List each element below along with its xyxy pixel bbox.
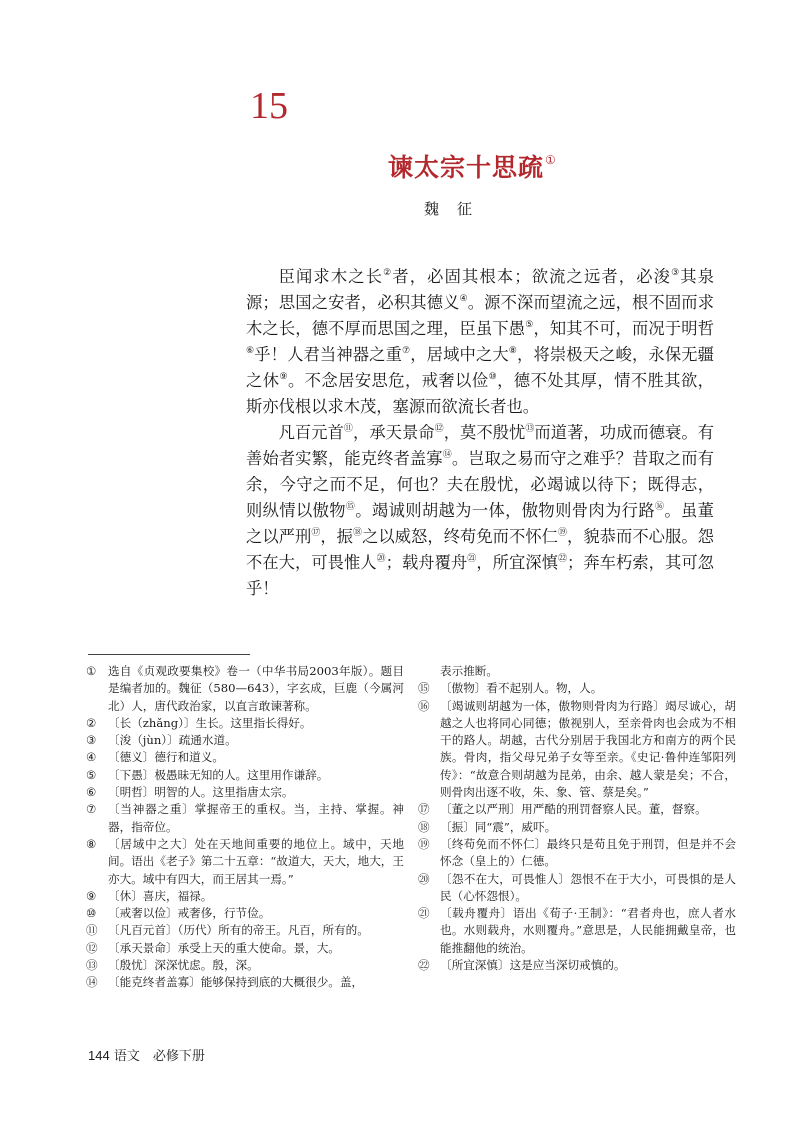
footnote-item: [86, 957, 404, 974]
footnote-item: [86, 732, 404, 749]
footnote-text: 〔明哲〕明智的人。这里指唐太宗。: [108, 785, 294, 800]
footnote-number: ㉒: [418, 958, 430, 973]
footnote-text: 〔戒奢以俭〕戒奢侈，行节俭。: [108, 906, 271, 921]
footnote-marker[interactable]: ⑤: [525, 320, 534, 330]
footnote-item: [418, 819, 736, 836]
footnote-item: [86, 663, 404, 715]
footnote-item: [86, 836, 404, 888]
footnote-text: 〔傲物〕看不起别人。物，人。: [440, 681, 603, 696]
essay-title: [388, 142, 557, 186]
text-run: 臣闻求木之长: [278, 267, 384, 286]
footnote-text: 选自《贞观政要集校》卷一（中华书局2003年版）。题目是编者加的。魏征（580—643），字玄成，巨鹿（今属河北）人，唐代政治家，以直言敢谏著称。: [108, 664, 404, 713]
text-run: 。不念居安思危，戒奢以俭: [287, 371, 489, 390]
book-name: 语文 必修下册: [113, 1049, 205, 1064]
footnote-number: ⑩: [86, 906, 97, 921]
text-run: ，莫不殷忧: [443, 423, 526, 442]
footnote-text: 〔殷忧〕深深忧虑。殷，深。: [108, 958, 259, 973]
footnote-text: 〔凡百元首〕（历代）所有的帝王。凡百，所有的。: [108, 923, 369, 938]
footnote-number: ⑬: [86, 958, 98, 973]
footnote-number: ⑯: [418, 698, 430, 713]
footnote-marker[interactable]: ⑫: [434, 424, 444, 434]
footnote-text: 〔居域中之大〕处在天地间重要的地位上。域中，天地间。语出《老子》第二十五章：“故道大，天大，地大，王亦大。域中有四大，而王居其一焉。”: [108, 836, 404, 886]
footnote-text: 〔所宜深慎〕这是应当深切戒慎的。: [440, 958, 626, 973]
footnote-item: [418, 957, 736, 974]
essay-body: [246, 264, 714, 602]
footnote-marker[interactable]: ⑨: [279, 372, 288, 382]
footnote-marker[interactable]: ⑯: [655, 502, 665, 512]
text-run: 。竭诚则胡越为一体，傲物则骨肉为行路: [355, 501, 655, 520]
footnote-item: [418, 801, 736, 818]
footnote-marker[interactable]: ⑧: [508, 346, 518, 356]
footnote-number: ⑨: [86, 888, 97, 903]
footnote-number: ⑲: [418, 836, 430, 851]
footnote-text: 〔能克终者盖寡〕能够保持到底的大概很少。盖，: [108, 975, 364, 990]
page-footer: [88, 1047, 205, 1066]
footnote-marker[interactable]: ⑮: [345, 502, 356, 512]
footnote-divider: [88, 654, 250, 655]
footnote-marker[interactable]: ④: [459, 294, 468, 304]
footnote-number: ⑧: [86, 836, 97, 851]
lesson-number: 15: [250, 85, 288, 127]
text-run: 。虽董之以严刑: [246, 501, 714, 546]
paragraph-2: [246, 420, 714, 602]
footnote-marker[interactable]: ⑬: [525, 424, 535, 434]
footnote-number: ④: [86, 750, 97, 765]
footnote-item: [86, 767, 404, 784]
footnote-text: 〔载舟覆舟〕语出《荀子·王制》：“君者舟也，庶人者水也。水则载舟，水则覆舟。”意思是，人民能拥戴皇帝，也能推翻他的统治。: [440, 906, 736, 955]
page-number: 144: [88, 1048, 110, 1063]
footnote-marker[interactable]: ②: [383, 268, 393, 278]
footnote-number: ㉑: [418, 906, 430, 921]
text-run: 其泉源；思国之安者，必积其德义: [246, 267, 714, 312]
footnote-item: [86, 715, 404, 732]
text-run: 。源不深而望流之远，根不固而求木之长，德不厚而思国之理，臣虽下愚: [246, 293, 714, 338]
footnote-item: [418, 905, 736, 957]
footnote-number: ②: [86, 715, 97, 730]
footnote-item: [86, 905, 404, 922]
footnote-text: 〔怨不在大，可畏惟人〕怨恨不在于大小，可畏惧的是人民（心怀怨恨）。: [440, 871, 736, 903]
footnote-text: 〔当神器之重〕掌握帝王的重权。当，主持、掌握。神器，指帝位。: [108, 802, 404, 834]
paragraph-1: [246, 264, 714, 420]
footnote-number: ⑳: [418, 871, 430, 886]
footnote-item: [86, 922, 404, 939]
footnotes-right-column: [418, 663, 736, 974]
footnote-marker[interactable]: ⑦: [402, 346, 411, 356]
footnote-marker[interactable]: ⑪: [343, 424, 353, 434]
author-name: 魏征: [424, 200, 491, 218]
text-run: ，将崇极天之峻，永保无疆之休: [246, 345, 714, 390]
text-run: ，所宜深慎: [476, 553, 558, 572]
footnote-number: ⑪: [86, 923, 98, 938]
footnote-item: [86, 801, 404, 836]
footnote-marker[interactable]: ⑩: [488, 372, 498, 382]
footnote-number: ③: [86, 733, 97, 748]
footnote-marker[interactable]: ③: [671, 268, 681, 278]
footnote-marker[interactable]: ⑰: [311, 528, 321, 538]
footnote-14-continued: 表示推断。: [440, 664, 498, 678]
footnote-number: ⑤: [86, 767, 97, 782]
footnote-item: [418, 871, 736, 906]
footnote-number: ⑥: [86, 785, 97, 800]
footnote-marker[interactable]: ㉑: [467, 554, 477, 564]
text-run: 者，必固其根本；欲流之远者，必浚: [392, 267, 672, 286]
footnote-text: 〔竭诚则胡越为一体，傲物则骨肉为行路〕竭尽诚心，胡越之人也将同心同德；傲视别人，至亲骨肉也会成为不相干的路人。胡越，古代分别居于我国北方和南方的两个民族。骨肉，指父母兄弟子女等至亲。《史记·鲁仲连邹阳列传》：“故意合则胡越为昆弟，由余、越人蒙是矣；不合，则骨肉出逐不收，朱、象、管、蔡是矣。”: [440, 698, 736, 800]
text-run: ；奔车朽索，其可忽乎！: [246, 553, 714, 598]
footnote-number: ⑫: [86, 940, 98, 955]
text-run: ，德不处其厚，情不胜其欲，斯亦伐根以求木茂，塞源而欲流长者也。: [246, 371, 714, 416]
footnote-item: [418, 836, 736, 871]
footnote-text: 〔下愚〕极愚昧无知的人。这里用作谦辞。: [108, 767, 329, 782]
footnote-text: 〔董之以严刑〕用严酷的刑罚督察人民。董，督察。: [440, 802, 707, 817]
footnote-item: [86, 974, 404, 991]
footnote-text: 〔休〕喜庆，福禄。: [108, 888, 213, 903]
footnote-marker[interactable]: ⑲: [557, 528, 568, 538]
footnote-marker[interactable]: ㉒: [557, 554, 568, 564]
footnote-number: ⑦: [86, 802, 97, 817]
footnote-number: ⑰: [418, 802, 430, 817]
footnote-text: 〔终苟免而不怀仁〕最终只是苟且免于刑罚，但是并不会怀念（皇上的）仁德。: [440, 836, 736, 869]
footnote-item: [418, 698, 736, 802]
text-run: ，振: [320, 527, 354, 546]
text-run: 而道著，功成而德衰。有善始者实繁，能克终者盖寡: [246, 423, 714, 468]
footnote-text: 〔振〕同“震”，威吓。: [440, 819, 557, 834]
footnote-marker[interactable]: ⑳: [376, 554, 386, 564]
text-run: ，居域中之大: [410, 345, 509, 364]
footnote-item: [418, 680, 736, 697]
footnotes-left-column: [86, 663, 404, 992]
footnote-number: ⑭: [86, 975, 98, 990]
footnote-marker[interactable]: ⑥: [246, 346, 255, 356]
text-run: ，承天景命: [352, 423, 435, 442]
text-run: ，貌恭而不心服。怨不在大，可畏惟人: [246, 527, 714, 572]
title-note-marker[interactable]: ①: [545, 153, 557, 167]
text-run: ；载舟覆舟: [385, 553, 468, 572]
text-run: 之以威怒，终苟免而不怀仁: [362, 527, 558, 546]
footnote-text: 〔浚（jùn）〕疏通水道。: [108, 733, 237, 748]
footnote-item: [86, 888, 404, 905]
text-run: 。岂取之易而守之难乎？昔取之而有余，今守之而不足，何也？夫在殷忧，必竭诚以待下；既得志，则纵情以傲物: [246, 449, 714, 520]
footnote-number: ⑮: [418, 681, 430, 696]
footnote-item: [86, 784, 404, 801]
footnote-number: ①: [86, 664, 97, 678]
footnote-text: 〔长（zhǎng）〕生长。这里指长得好。: [108, 715, 312, 730]
footnote-marker[interactable]: ⑭: [442, 450, 452, 460]
text-run: ，知其不可，而况于明哲: [533, 319, 714, 338]
footnote-item: [86, 749, 404, 766]
footnote-item: [86, 940, 404, 957]
footnote-text: 〔承天景命〕承受上天的重大使命。景，大。: [108, 940, 340, 955]
text-run: 乎！人君当神器之重: [254, 345, 403, 364]
text-run: 凡百元首: [278, 423, 344, 442]
footnote-number: ⑱: [418, 819, 430, 834]
essay-title-text: 谏太宗十思疏: [388, 153, 545, 182]
footnote-marker[interactable]: ⑱: [353, 528, 363, 538]
footnote-text: 〔德义〕德行和道义。: [108, 750, 224, 765]
